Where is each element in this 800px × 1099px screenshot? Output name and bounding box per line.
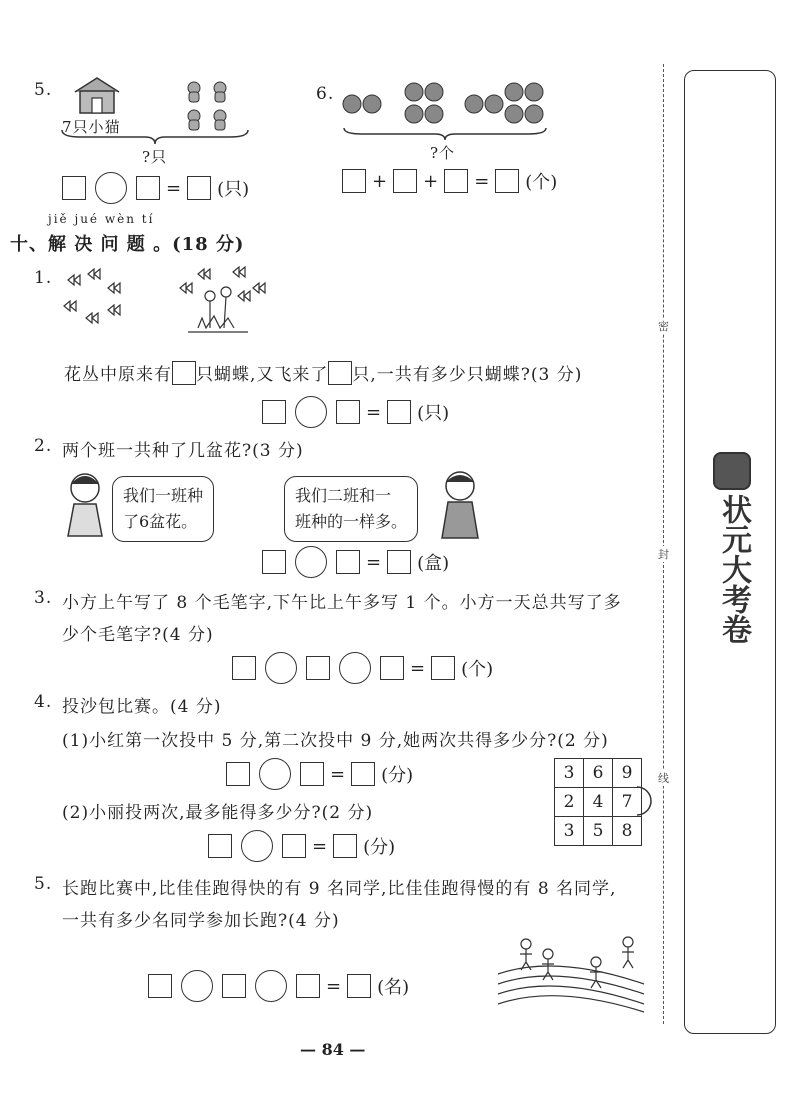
p3-number: 3. — [34, 588, 53, 608]
q5-equation — [62, 172, 249, 204]
p1-text-c: 只,一共有多少只蝴蝶?(3 分) — [352, 365, 583, 385]
p4-unit1: (分) — [381, 765, 414, 786]
mark-feng: 封 — [658, 548, 669, 561]
p2-equation — [262, 546, 449, 578]
answer-box[interactable] — [208, 834, 232, 858]
bubble-right-line1: 我们二班和一 — [295, 486, 392, 505]
house-icon — [72, 76, 122, 118]
operator-circle[interactable] — [181, 970, 213, 1002]
mark-xian: 线 — [658, 772, 669, 785]
operator-circle[interactable] — [259, 758, 291, 790]
answer-box[interactable] — [393, 169, 417, 193]
p2-number: 2. — [34, 436, 53, 456]
answer-box[interactable] — [336, 550, 360, 574]
answer-box[interactable] — [328, 361, 352, 385]
operator-circle[interactable] — [265, 652, 297, 684]
p4-number: 4. — [34, 692, 53, 712]
answer-box[interactable] — [342, 169, 366, 193]
p4-sub2: (2)小丽投两次,最多能得多少分?(2 分) — [62, 803, 374, 823]
equals-sign: = — [312, 835, 328, 857]
p5-equation — [148, 970, 409, 1002]
bubble-right-line2: 班种的一样多。 — [295, 512, 408, 531]
binding-line — [663, 64, 664, 1024]
answer-box[interactable] — [232, 656, 256, 680]
section-title: 十、解 决 问 题 。(18 分) — [10, 234, 245, 255]
operator-circle[interactable] — [255, 970, 287, 1002]
bubble-left-line1: 我们一班种 — [123, 486, 204, 505]
grid-cell: 4 — [584, 788, 613, 817]
answer-box[interactable] — [282, 834, 306, 858]
equals-sign: = — [366, 401, 382, 423]
answer-box[interactable] — [351, 762, 375, 786]
p4-equation2 — [208, 830, 395, 862]
p1-equation — [262, 396, 449, 428]
grid-cell: 2 — [555, 788, 584, 817]
p1-text-a: 花丛中原来有 — [64, 365, 172, 385]
p1-text-b: 只蝴蝶,又飞来了 — [196, 365, 329, 385]
p5-line1: 长跑比赛中,比佳佳跑得快的有 9 名同学,比佳佳跑得慢的有 8 名同学, — [62, 879, 617, 899]
section-pinyin: jiě jué wèn tí — [48, 212, 155, 226]
p2-text: 两个班一共种了几盆花?(3 分) — [62, 441, 304, 461]
q5-label: 7只小猫 — [62, 118, 121, 136]
q5-question: ?只 — [142, 148, 168, 166]
answer-box[interactable] — [387, 550, 411, 574]
girl-icon — [60, 470, 110, 544]
answer-box[interactable] — [495, 169, 519, 193]
equals-sign: = — [474, 170, 490, 192]
answer-box[interactable] — [187, 176, 211, 200]
boy-icon — [434, 468, 486, 544]
answer-box[interactable] — [306, 656, 330, 680]
plus-sign: + — [423, 170, 439, 192]
answer-box[interactable] — [444, 169, 468, 193]
bubble-right — [284, 476, 418, 542]
grid-cell: 3 — [555, 817, 584, 846]
p1-unit: (只) — [417, 403, 450, 424]
p4-equation1 — [226, 758, 413, 790]
plus-sign: + — [372, 170, 388, 192]
bubble-left-line2: 了6盆花。 — [123, 512, 198, 531]
runners-icon — [496, 934, 646, 1018]
equals-sign: = — [326, 975, 342, 997]
p3-unit: (个) — [461, 659, 494, 680]
p4-title: 投沙包比赛。(4 分) — [62, 697, 222, 717]
equals-sign: = — [166, 177, 182, 199]
page-number: — 84 — — [300, 1040, 366, 1059]
equals-sign: = — [330, 763, 346, 785]
answer-box[interactable] — [431, 656, 455, 680]
brand-title: 状元大考卷 — [716, 494, 751, 644]
operator-circle[interactable] — [295, 396, 327, 428]
answer-box[interactable] — [148, 974, 172, 998]
p5-unit: (名) — [377, 977, 410, 998]
mark-mi: 密 — [658, 320, 669, 333]
answer-box[interactable] — [333, 834, 357, 858]
answer-box[interactable] — [380, 656, 404, 680]
answer-box[interactable] — [336, 400, 360, 424]
operator-circle[interactable] — [295, 546, 327, 578]
q6-number: 6. — [316, 84, 335, 104]
answer-box[interactable] — [347, 974, 371, 998]
q6-unit: (个) — [525, 172, 558, 193]
p1-text — [64, 360, 582, 385]
grid-cell: 9 — [613, 759, 642, 788]
butterflies-icon — [58, 266, 278, 346]
answer-box[interactable] — [226, 762, 250, 786]
p4-unit2: (分) — [363, 837, 396, 858]
answer-box[interactable] — [172, 361, 196, 385]
p1-number: 1. — [34, 268, 53, 288]
p2-unit: (盒) — [417, 553, 450, 574]
answer-box[interactable] — [387, 400, 411, 424]
bubble-left — [112, 476, 214, 542]
p3-line2: 少个毛笔字?(4 分) — [62, 625, 214, 645]
answer-box[interactable] — [222, 974, 246, 998]
grid-cell: 3 — [555, 759, 584, 788]
p3-line1: 小方上午写了 8 个毛笔字,下午比上午多写 1 个。小方一天总共写了多 — [62, 593, 622, 613]
q5-number: 5. — [34, 80, 53, 100]
grid-cell: 6 — [584, 759, 613, 788]
p5-line2: 一共有多少名同学参加长跑?(4 分) — [62, 911, 340, 931]
p5-number: 5. — [34, 874, 53, 894]
operator-circle[interactable] — [241, 830, 273, 862]
answer-box[interactable] — [300, 762, 324, 786]
grid-cell: 8 — [613, 817, 642, 846]
answer-box[interactable] — [296, 974, 320, 998]
brand-logo-icon — [713, 452, 751, 490]
grid-cell: 5 — [584, 817, 613, 846]
equals-sign: = — [366, 551, 382, 573]
answer-box[interactable] — [262, 400, 286, 424]
score-grid — [554, 758, 642, 846]
q6-equation — [342, 168, 557, 194]
q5-unit: (只) — [217, 179, 250, 200]
answer-box[interactable] — [62, 176, 86, 200]
operator-circle[interactable] — [339, 652, 371, 684]
answer-box[interactable] — [262, 550, 286, 574]
operator-circle[interactable] — [95, 172, 127, 204]
equals-sign: = — [410, 657, 426, 679]
q6-question: ?个 — [430, 144, 456, 162]
grid-half-circle — [636, 786, 652, 820]
grid-cell: 7 — [613, 788, 642, 817]
p4-sub1: (1)小红第一次投中 5 分,第二次投中 9 分,她两次共得多少分?(2 分) — [62, 731, 609, 751]
answer-box[interactable] — [136, 176, 160, 200]
p3-equation — [232, 652, 493, 684]
